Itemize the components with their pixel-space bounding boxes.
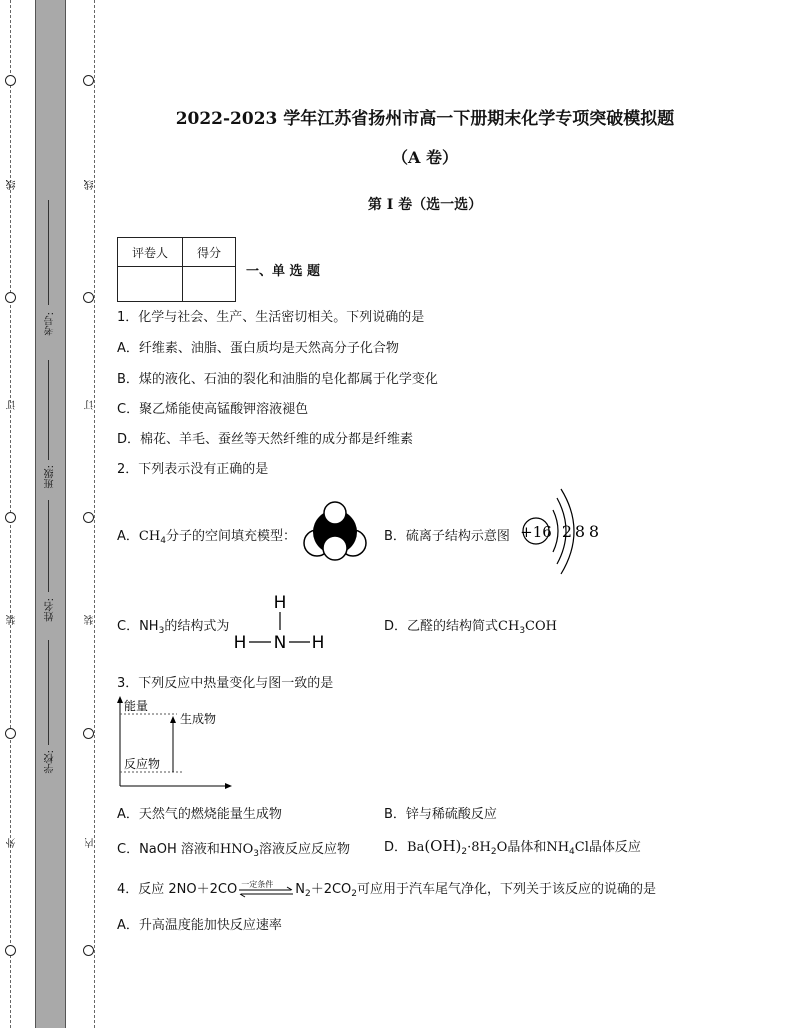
subscript: 4 bbox=[160, 536, 166, 546]
option-text: 晶体和 bbox=[507, 840, 547, 855]
binding-hole-icon bbox=[5, 512, 16, 523]
subscript: 3 bbox=[519, 626, 526, 636]
subscript: 3 bbox=[158, 626, 165, 636]
formula: Cl bbox=[574, 840, 589, 855]
exam-number-field[interactable]: 考号: bbox=[45, 312, 56, 336]
option-text: B．硫离子结构示意图 bbox=[384, 529, 510, 544]
section-heading: 一、单 选 题 bbox=[246, 264, 321, 279]
q2-option-a[interactable] bbox=[117, 525, 296, 546]
formula: (OH) bbox=[424, 837, 462, 855]
q2-option-d[interactable] bbox=[384, 615, 557, 636]
option-text: D．乙醛的结构简式 bbox=[384, 619, 499, 634]
shell-count: 8 bbox=[574, 522, 586, 541]
margin-label: 线 bbox=[7, 180, 18, 190]
q3-option-c[interactable] bbox=[117, 838, 350, 859]
score-cell[interactable] bbox=[183, 267, 236, 302]
field-line bbox=[48, 640, 49, 745]
binding-hole-icon bbox=[83, 292, 94, 303]
shell-count: 8 bbox=[588, 522, 600, 541]
class-field[interactable]: 班级: bbox=[45, 465, 56, 489]
formula: ·8H bbox=[467, 840, 491, 855]
margin-label: 装 bbox=[7, 615, 18, 625]
binding-hole-icon bbox=[5, 728, 16, 739]
margin-label: 外 bbox=[7, 838, 18, 848]
reaction-arrow bbox=[237, 879, 295, 897]
q1-stem: 1．化学与社会、生产、生活密切相关。下列说确的是 bbox=[117, 310, 425, 325]
binding-hole-icon bbox=[5, 945, 16, 956]
atom-label: H bbox=[233, 633, 247, 652]
formula: Ba bbox=[407, 840, 425, 855]
atom-label: H bbox=[311, 633, 325, 652]
reactant-label: 反应物 bbox=[124, 757, 161, 771]
atom-label: N bbox=[273, 633, 287, 652]
formula: NH bbox=[546, 840, 570, 855]
field-line bbox=[48, 200, 49, 305]
option-text: 分子的空间填充模型： bbox=[165, 529, 296, 544]
q4-option-a[interactable]: A．升高温度能加快反应速率 bbox=[117, 918, 282, 933]
stem-text: N bbox=[295, 882, 305, 897]
subscript: 4 bbox=[569, 847, 575, 857]
q1-option-c[interactable]: C．聚乙烯能使高锰酸钾溶液褪色 bbox=[117, 402, 309, 417]
subscript: 2 bbox=[461, 847, 468, 857]
q2-stem: 2．下列表示没有正确的是 bbox=[117, 462, 269, 477]
stem-text: 4．反应 2NO＋2CO bbox=[117, 882, 238, 897]
q1-option-a[interactable]: A．纤维素、油脂、蛋白质均是天然高分子化合物 bbox=[117, 341, 399, 356]
q1-option-b[interactable]: B．煤的液化、石油的裂化和油脂的皂化都属于化学变化 bbox=[117, 372, 438, 387]
binding-strip bbox=[35, 0, 66, 1028]
name-field[interactable]: 姓名: bbox=[45, 598, 56, 622]
school-field[interactable]: 学校: bbox=[45, 750, 56, 774]
option-text: 晶体反应 bbox=[588, 840, 641, 855]
formula: O bbox=[496, 840, 508, 855]
exam-subtitle: （A 卷） bbox=[392, 148, 458, 167]
field-line bbox=[48, 500, 49, 592]
product-label: 生成物 bbox=[180, 712, 217, 726]
binding-hole-icon bbox=[83, 945, 94, 956]
margin-label: 订 bbox=[7, 400, 18, 410]
q4-stem bbox=[117, 878, 656, 899]
atom-label: H bbox=[273, 593, 287, 613]
inner-dashed-line bbox=[94, 0, 95, 1028]
subscript: 2 bbox=[351, 889, 358, 899]
axis-label: 能量 bbox=[124, 699, 149, 713]
q3-option-d[interactable] bbox=[384, 836, 641, 857]
option-letter: A． bbox=[117, 529, 139, 544]
binding-hole-icon bbox=[5, 292, 16, 303]
sulfide-ion-structure-diagram bbox=[515, 488, 610, 578]
option-letter: D． bbox=[384, 840, 408, 855]
q2-option-b[interactable] bbox=[384, 525, 510, 544]
ammonia-structural-formula bbox=[232, 590, 332, 652]
margin-label: 订 bbox=[85, 400, 96, 410]
formula: CH bbox=[138, 529, 161, 544]
field-line bbox=[48, 360, 49, 460]
q3-option-b[interactable]: B．锌与稀硫酸反应 bbox=[384, 807, 497, 822]
grade-table bbox=[117, 237, 236, 302]
option-text: 的结构式为 bbox=[164, 619, 230, 634]
shell-count: 2 bbox=[561, 522, 573, 541]
exam-title: 2022-2023 学年江苏省扬州市高一下册期末化学专项突破模拟题 bbox=[175, 109, 675, 129]
subscript: 2 bbox=[304, 889, 311, 899]
option-text: C．NaOH 溶液和 bbox=[117, 842, 220, 857]
margin-label: 线 bbox=[85, 180, 96, 190]
nucleus-charge: +16 bbox=[520, 523, 552, 541]
option-letter-formula: C．NH bbox=[117, 619, 159, 634]
margin-label: 装 bbox=[85, 615, 96, 625]
binding-hole-icon bbox=[5, 75, 16, 86]
formula: CH bbox=[498, 619, 520, 634]
grader-cell[interactable] bbox=[118, 267, 183, 302]
volume-heading: 第 I 卷（选一选） bbox=[367, 197, 483, 213]
methane-space-filling-model bbox=[300, 500, 370, 562]
margin-label: 内 bbox=[85, 838, 96, 848]
grader-header: 评卷人 bbox=[118, 238, 183, 267]
formula: HNO bbox=[219, 842, 254, 857]
catalyst-label: 一定条件 bbox=[241, 879, 274, 889]
option-text: 溶液反应反应物 bbox=[259, 842, 351, 857]
subscript: 3 bbox=[253, 849, 260, 859]
binding-hole-icon bbox=[83, 728, 94, 739]
binding-hole-icon bbox=[83, 512, 94, 523]
stem-text: ＋2CO bbox=[310, 882, 352, 897]
q1-option-d[interactable]: D．棉花、羊毛、蚕丝等天然纤维的成分都是纤维素 bbox=[117, 432, 414, 447]
formula: COH bbox=[525, 619, 557, 634]
score-header: 得分 bbox=[183, 238, 236, 267]
q3-stem: 3．下列反应中热量变化与图一致的是 bbox=[117, 676, 334, 691]
equilibrium-arrow-icon bbox=[237, 885, 295, 899]
q3-option-a[interactable]: A．天然气的燃烧能量生成物 bbox=[117, 807, 282, 822]
subscript: 2 bbox=[490, 847, 497, 857]
q2-option-c[interactable] bbox=[117, 615, 229, 636]
binding-hole-icon bbox=[83, 75, 94, 86]
energy-diagram bbox=[115, 694, 235, 794]
stem-text: 可应用于汽车尾气净化，下列关于该反应的说确的是 bbox=[357, 882, 657, 897]
